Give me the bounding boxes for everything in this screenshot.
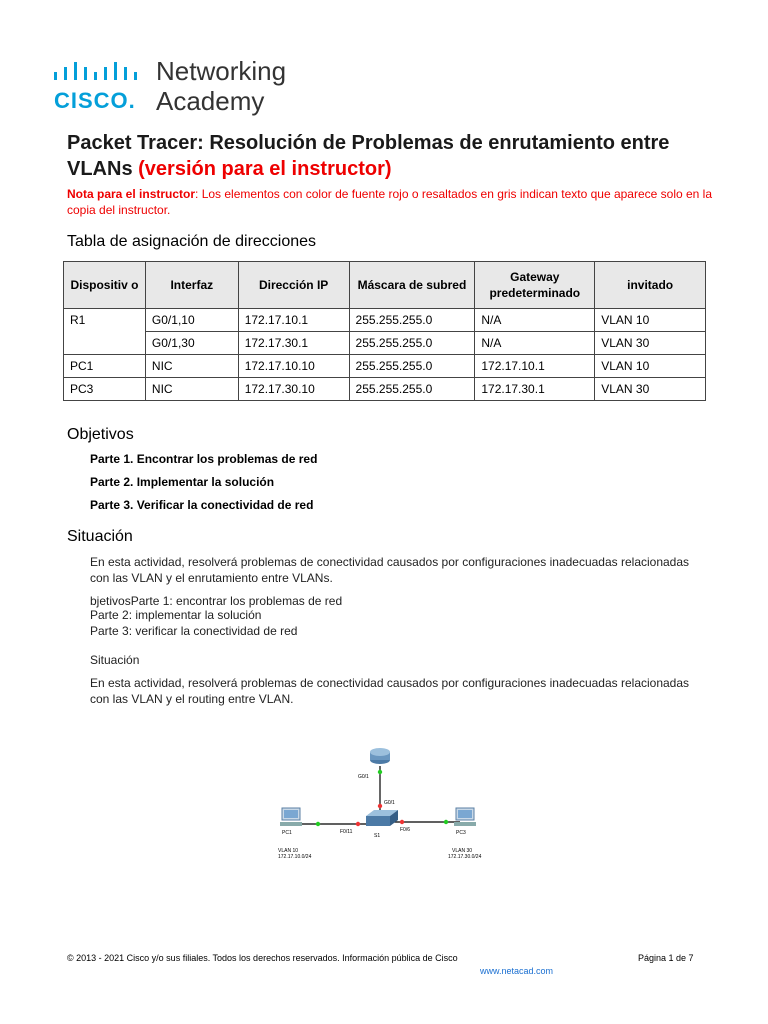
- label-pc1: PC1: [282, 830, 292, 836]
- label-vlan10: VLAN 10: [278, 848, 299, 854]
- table-row: [64, 332, 706, 355]
- pc1-icon: [280, 808, 302, 826]
- objectives-line: Parte 3: verificar la conectividad de red: [90, 624, 298, 638]
- cell: VLAN 30: [595, 332, 706, 355]
- cell: 172.17.10.1: [238, 309, 349, 332]
- topology-diagram: [270, 742, 510, 872]
- objective-item: Parte 3. Verificar la conectividad de red: [90, 498, 314, 512]
- objectives-line: bjetivosParte 1: encontrar los problemas de red: [90, 594, 343, 608]
- header-vlan: invitado: [595, 262, 706, 309]
- logo-academy: Academy: [156, 86, 265, 116]
- cisco-bars-icon: [52, 62, 148, 84]
- table-header-row: [64, 262, 706, 309]
- note-text: : Los elementos con color de fuente rojo o resaltados en gris indican texto que aparece solo en la copia del instructor.: [67, 187, 713, 217]
- label-vlan30: VLAN 30: [452, 848, 473, 854]
- addressing-table: [63, 261, 706, 401]
- logo-networking: Networking: [156, 56, 287, 86]
- cell: VLAN 10: [595, 309, 706, 332]
- page-title: [67, 130, 707, 182]
- cell: PC1: [64, 355, 146, 378]
- footer-copyright: © 2013 - 2021 Cisco y/o sus filiales. Todos los derechos reservados. Información pública de Cisco: [67, 953, 458, 963]
- instructor-note: [67, 186, 717, 218]
- cell: G0/1,30: [145, 332, 238, 355]
- label-router-port: G0/1: [358, 774, 369, 780]
- cell: 172.17.30.1: [238, 332, 349, 355]
- cell: 172.17.30.10: [238, 378, 349, 401]
- situation-paragraph: En esta actividad, resolverá problemas de conectividad causados por configuraciones inadecuadas relacionadas con las VLAN y el enrutamiento entre VLANs.: [90, 555, 690, 585]
- label-net30: 172.17.30.0/24: [448, 854, 482, 860]
- header-gateway: Gateway predeterminado: [475, 262, 595, 309]
- cell: NIC: [145, 378, 238, 401]
- cell: VLAN 10: [595, 355, 706, 378]
- header-device: Dispositiv o: [64, 262, 146, 309]
- cell: VLAN 30: [595, 378, 706, 401]
- objectives-line: Parte 2: implementar la solución: [90, 608, 262, 622]
- switch-icon: [366, 810, 398, 826]
- label-switch: S1: [374, 833, 381, 839]
- table-row: [64, 309, 706, 332]
- title-version: (versión para el instructor): [138, 158, 392, 180]
- cell: [64, 332, 146, 355]
- cell: R1: [64, 309, 146, 332]
- cell: PC3: [64, 378, 146, 401]
- table-row: [64, 355, 706, 378]
- cell: NIC: [145, 355, 238, 378]
- label-net10: 172.17.10.0/24: [278, 854, 312, 860]
- label-switch-up-port: G0/1: [384, 800, 395, 806]
- router-icon: [370, 748, 390, 764]
- objectives-heading: Objetivos: [67, 426, 134, 443]
- footer-url-link[interactable]: www.netacad.com: [480, 966, 554, 976]
- situation-heading: Situación: [67, 528, 133, 545]
- header-mask: Máscara de subred: [349, 262, 475, 309]
- objective-item: Parte 2. Implementar la solución: [90, 475, 275, 489]
- label-switch-left-port: F0/11: [340, 829, 353, 835]
- label-pc3: PC3: [456, 830, 466, 836]
- pc3-icon: [454, 808, 476, 826]
- cisco-wordmark: CISCO.: [54, 88, 136, 113]
- header-interface: Interfaz: [145, 262, 238, 309]
- label-switch-right-port: F0/6: [400, 827, 411, 833]
- footer-page-number: Página 1 de 7: [638, 953, 694, 963]
- addressing-heading: Tabla de asignación de direcciones: [67, 233, 317, 250]
- title-main: Packet Tracer: Resolución de Problemas de enrutamiento entre VLANs: [67, 132, 670, 180]
- situation-paragraph-2: En esta actividad, resolverá problemas de conectividad causados por configuraciones inadecuadas relacionadas con las VLAN y el routing entre VLAN.: [90, 676, 690, 706]
- cell: 255.255.255.0: [349, 332, 475, 355]
- cell: 255.255.255.0: [349, 378, 475, 401]
- objective-item: Parte 1. Encontrar los problemas de red: [90, 452, 318, 466]
- cell: 172.17.10.1: [475, 355, 595, 378]
- cell: N/A: [475, 332, 595, 355]
- cell: N/A: [475, 309, 595, 332]
- cell: G0/1,10: [145, 309, 238, 332]
- cell: 255.255.255.0: [349, 355, 475, 378]
- cell: 255.255.255.0: [349, 309, 475, 332]
- situation-subheading: Situación: [90, 653, 140, 667]
- cell: 172.17.10.10: [238, 355, 349, 378]
- header-ip: Dirección IP: [238, 262, 349, 309]
- cell: 172.17.30.1: [475, 378, 595, 401]
- note-label: Nota para el instructor: [67, 187, 196, 201]
- cisco-logo: [52, 56, 312, 118]
- table-row: [64, 378, 706, 401]
